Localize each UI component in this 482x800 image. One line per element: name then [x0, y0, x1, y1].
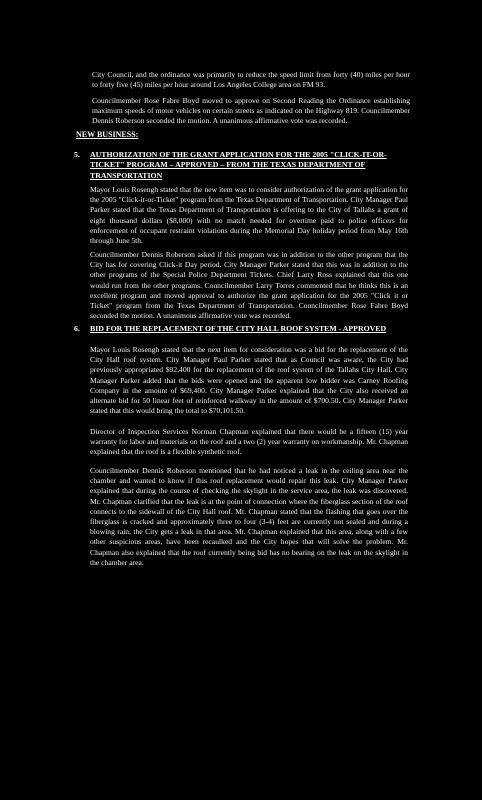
item-5-title: AUTHORIZATION OF THE GRANT APPLICATION FOR THE 2005 "CLICK-IT-OR-TICKET" PROGRAM – APPROVED – FROM THE TEXAS DEPARTMENT OF TRANSPORTATION [90, 150, 387, 180]
paragraph-item5-1: Mayor Louis Rosengh stated that the new item was to consider authorization of the grant application for the 2005 "Click-it-or-Ticket" program from the Texas Department of Transportation. City Manager Paul Parker stated that the Texas Department of Transportation is offering to the City of Tallahs a grant of eight thousand dollars ($8,000) with no match needed for overtime paid to police officers for enforcement of occupant restraint violations during the Memorial Day holiday period from May 16th through June 5th. [90, 185, 408, 246]
paragraph-item6-2: Director of Inspection Services Norman Chapman explained that there would be a fifteen (15) year warranty for labor and materials on the roof and a two (2) year warranty on workmanship. Mr. Chapman explained that the roof is a flexible synthetic roof. [90, 427, 408, 457]
paragraph-item5-2: Councilmember Dennis Roberson asked if this program was in addition to the other program that the City has for covering Click-it Day period. City Manager Parker stated that this was in addition to the other programs of the Special Police Department Tickets. Chief Larry Ross explained that this one would run from the other programs. Councilmember Larry Torres commented that he thinks this is an excellent program and moved approval to authorize the grant application for the 2005 "Click it or Ticket" program from the Texas Department of Transportation. Councilmember Rose Fabre Boyd seconded the motion. A unanimous affirmative vote was recorded. [90, 250, 408, 321]
paragraph-item6-1: Mayor Louis Rosengh stated that the next item for consideration was a bid for the replacement of the City Hall roof system. City Manager Paul Parker stated that as Council was aware, the City had previously appropriated $92,400 for the replacement of the roof system of the Tallahs City Hall. City Manager Parker added that the bids were opened and the apparent low bidder was Carney Roofing Company in the amount of $69,400. City Manager Parker explained that the City also received an alternate bid for 50 linear feet of reinforced walkway in the amount of $700.50. City Manager Parker stated that this would bring the total to $70,101.50. [90, 345, 408, 416]
paragraph-intro-1: City Council, and the ordinance was primarily to reduce the speed limit from forty (40) miles per hour to forty five (45) miles per hour around Los Angeles College area on FM 93. [92, 70, 410, 90]
item-6-title: BID FOR THE REPLACEMENT OF THE CITY HALL ROOF SYSTEM - APPROVED [90, 324, 387, 333]
paragraph-intro-2: Councilmember Rose Fabre Boyd moved to approve on Second Reading the Ordinance establishing maximum speeds of motor vehicles on certain streets as indicated on the Highway 819. Councilmember Dennis Roberson seconded the motion. A unanimous affirmative vote was recorded. [92, 96, 410, 126]
section-heading-new-business: NEW BUSINESS: [76, 130, 139, 139]
item-5-number: 5. [74, 150, 80, 159]
paragraph-item6-3: Councilmember Dennis Roberson mentioned that he had noticed a leak in the ceiling area near the chamber and wanted to know if this roof replacement would repair this leak. City Manager Parker explained that during the course of checking the skylight in the service area, the leak was discovered. Mr. Chapman clarified that the leak is at the point of connection where the fiberglass section of the roof connects to the sidewall of the City Hall roof. Mr. Chapman stated that the flashing that goes over the fiberglass is cracked and approximately three to four (3-4) feet are currently not sealed and during a blowing rain, the City gets a leak in that area. Mr. Chapman explained that this area, along with a few other suspicious areas, have been recaulked and the City hopes that will solve the problem. Mr. Chapman also explained that the roof currently being bid has no bearing on the leak on the skylight in the chamber area. [90, 466, 408, 567]
item-6-number: 6. [74, 324, 80, 333]
